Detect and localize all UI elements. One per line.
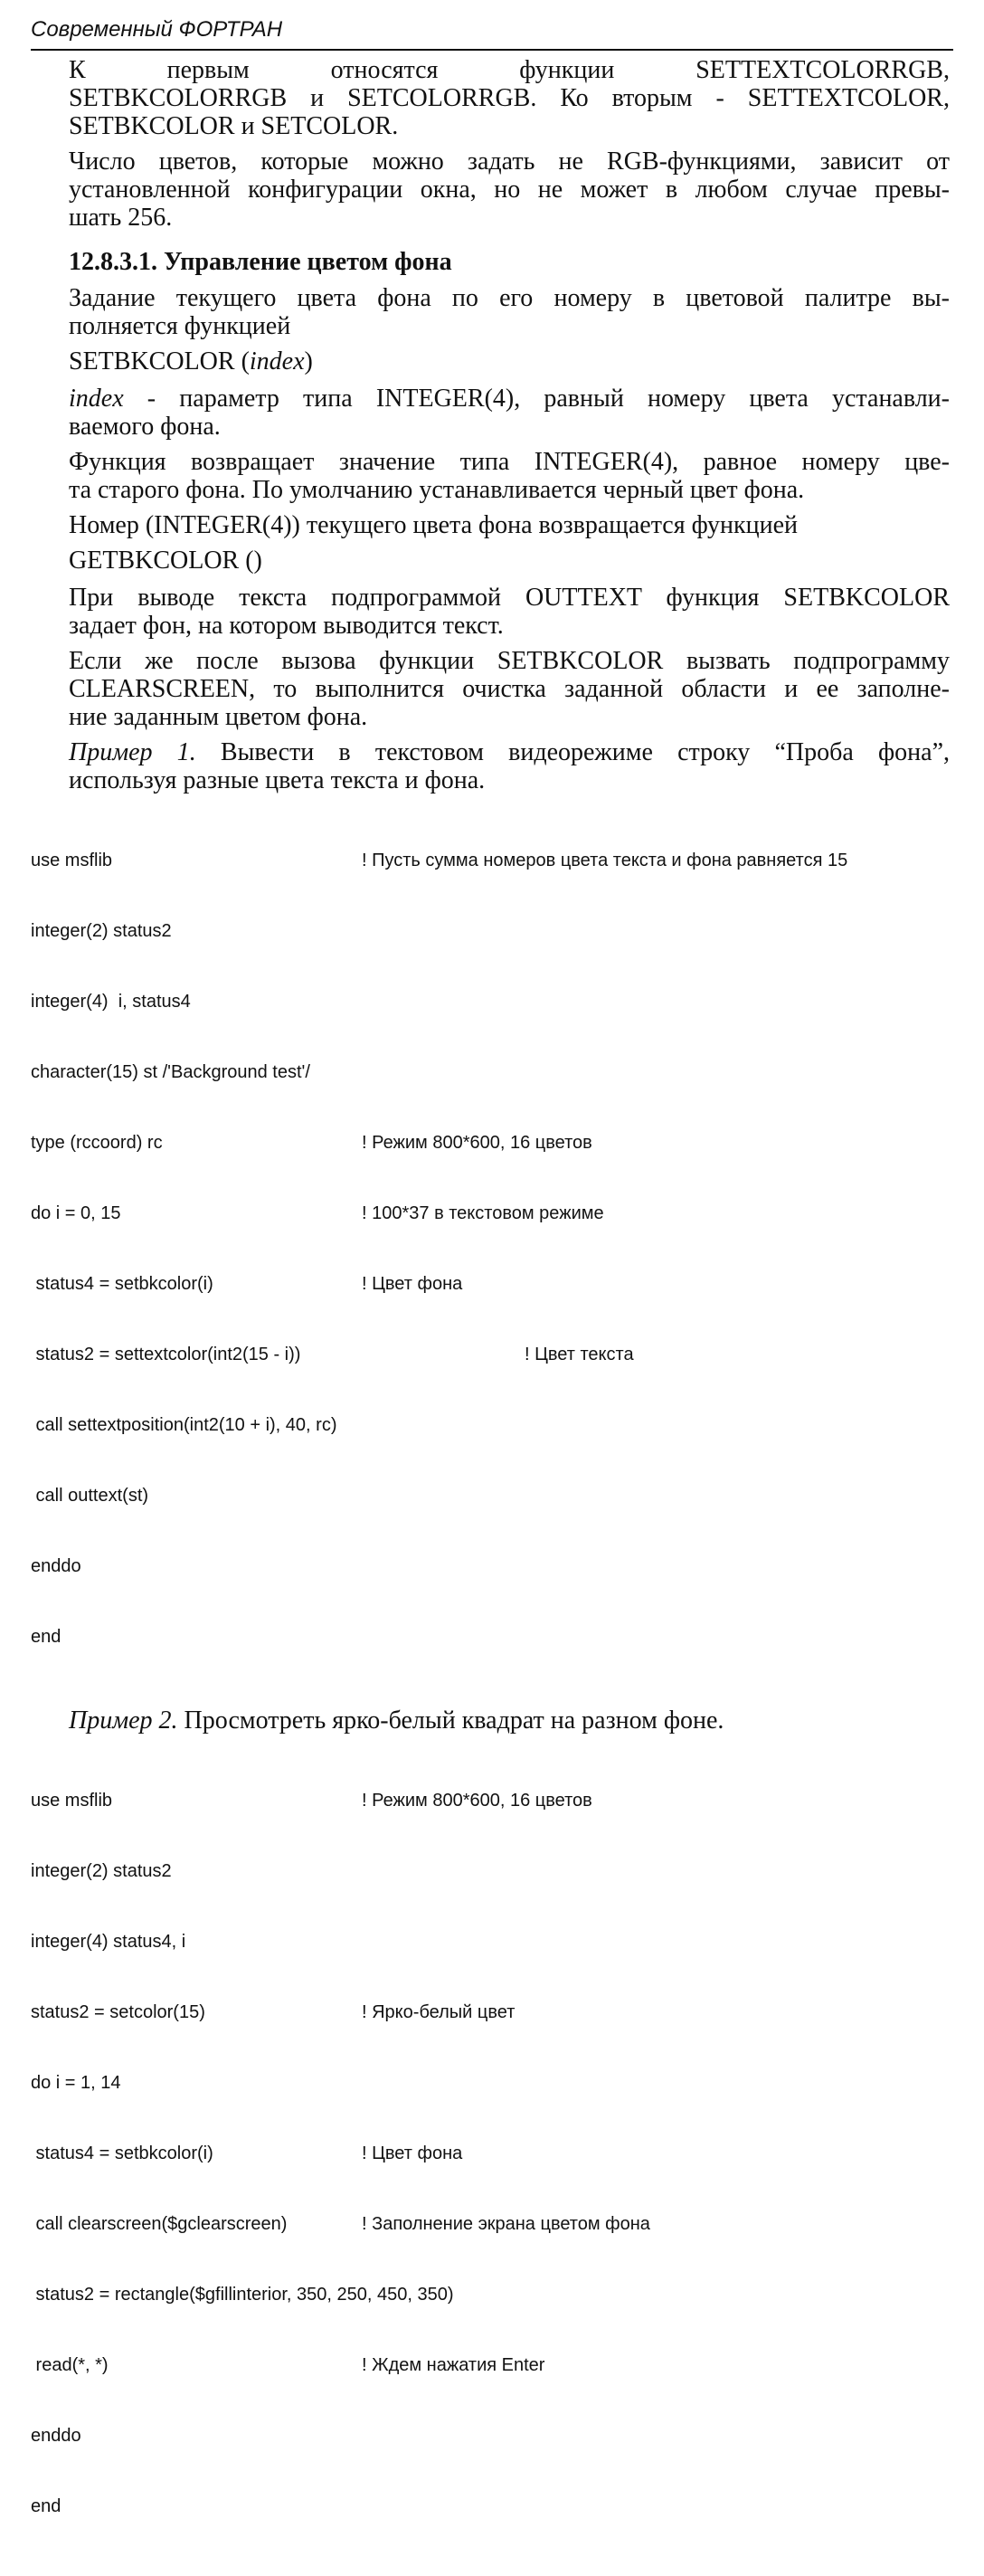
- code-comment: ! Цвет текста: [525, 1345, 634, 1364]
- code-line: [31, 1413, 950, 1437]
- paragraph-clearscreen: [31, 647, 950, 731]
- code-text: use msflib: [31, 1791, 113, 1811]
- code-line: [31, 2001, 950, 2024]
- text-line: CLEARSCREEN, то выполнится очистка заданной области и ее заполне-: [69, 675, 950, 703]
- paragraph-current-color: [31, 511, 950, 539]
- code-comment: ! Режим 800*600, 16 цветов: [362, 1133, 592, 1153]
- code-line: [31, 2212, 950, 2236]
- paragraph-index-param: [31, 385, 950, 441]
- code-text: end: [31, 2496, 62, 2516]
- code-comment: ! Заполнение экрана цветом фона: [362, 2214, 650, 2234]
- code-text: status2 = rectangle($gfillinterior, 350, 250, 450, 350): [31, 2285, 454, 2305]
- running-header: [31, 16, 953, 51]
- code-text: integer(4) status4, i: [31, 1932, 186, 1952]
- code-listing-example-1: [31, 802, 950, 1696]
- code-text: status4 = setbkcolor(i): [31, 1274, 213, 1294]
- example-label: Пример 2.: [69, 1706, 178, 1735]
- code-comment: ! Ждем нажатия Enter: [362, 2355, 545, 2375]
- code-text: call clearscreen($gclearscreen): [31, 2214, 288, 2234]
- param-term: index: [69, 385, 124, 413]
- code-line: [31, 1484, 950, 1507]
- param-description: - параметр типа INTEGER(4), равный номеру цвета устанавли-: [123, 385, 950, 413]
- code-text: integer(2) status2: [31, 1861, 172, 1881]
- code-line: [31, 2142, 950, 2165]
- code-line: [31, 1625, 950, 1649]
- text-line: Функция возвращает значение типа INTEGER(4), равное номеру цве-: [69, 448, 950, 476]
- code-line: [31, 1789, 950, 1812]
- text-line: [31, 385, 950, 413]
- code-text: status4 = setbkcolor(i): [31, 2143, 213, 2163]
- example-1-intro: [31, 738, 950, 794]
- code-text: do i = 1, 14: [31, 2073, 121, 2093]
- page-body: [31, 56, 950, 2576]
- example-description: Вывести в текстовом видеорежиме строку “Проба фона”,: [195, 738, 950, 766]
- code-line: [31, 1202, 950, 1225]
- code-line: [31, 1554, 950, 1578]
- formula-close: ): [304, 347, 313, 375]
- code-line: [31, 919, 950, 943]
- text-line: установленной конфигурации окна, но не может в любом случае превы-: [69, 176, 950, 204]
- text-line: Число цветов, которые можно задать не RGB-функциями, зависит от: [69, 147, 950, 176]
- code-text: call outtext(st): [31, 1486, 149, 1506]
- code-line: [31, 1060, 950, 1084]
- code-comment: ! 100*37 в текстовом режиме: [362, 1203, 604, 1223]
- paragraph-function-groups: [31, 56, 950, 140]
- code-line: [31, 2353, 950, 2377]
- code-comment: ! Режим 800*600, 16 цветов: [362, 1791, 592, 1811]
- running-header-title: Современный ФОРТРАН: [31, 17, 283, 42]
- code-text: use msflib: [31, 851, 113, 870]
- text-line: Задание текущего цвета фона по его номеру в цветовой палитре вы-: [69, 284, 950, 312]
- code-comment: ! Цвет фона: [362, 2143, 463, 2163]
- section-heading: 12.8.3.1. Управление цветом фона: [69, 248, 452, 276]
- code-text: do i = 0, 15: [31, 1203, 121, 1223]
- code-text: character(15) st /'Background test'/: [31, 1062, 310, 1082]
- code-line: [31, 1859, 950, 1883]
- text-line: При выводе текста подпрограммой OUTTEXT функция SETBKCOLOR: [69, 584, 950, 612]
- code-line: [31, 849, 950, 872]
- text-line: ние заданным цветом фона.: [69, 703, 368, 731]
- code-text: call settextposition(int2(10 + i), 40, rc): [31, 1415, 337, 1435]
- code-line: [31, 1131, 950, 1155]
- formula-argument: index: [249, 347, 305, 375]
- code-line: [31, 2283, 950, 2306]
- formula-setbkcolor: [69, 347, 950, 376]
- code-comment: ! Ярко-белый цвет: [362, 2002, 516, 2022]
- example-2-intro: [31, 1706, 950, 1735]
- paragraph-set-background: [31, 284, 950, 340]
- paragraph-return-value: [31, 448, 950, 504]
- text-line: используя разные цвета текста и фона.: [69, 766, 486, 794]
- code-line: [31, 1930, 950, 1953]
- code-text: read(*, *): [31, 2355, 109, 2375]
- text-line: ваемого фона.: [69, 413, 221, 441]
- formula-name: SETBKCOLOR (: [69, 347, 250, 375]
- code-line: [31, 990, 950, 1013]
- code-line: [31, 1272, 950, 1296]
- text-line: Если же после вызова функции SETBKCOLOR вызвать подпрограмму: [69, 647, 950, 675]
- paragraph-outtext: [31, 584, 950, 640]
- code-line: [31, 1343, 950, 1366]
- paragraph-color-count: [31, 147, 950, 232]
- code-text: end: [31, 1627, 62, 1647]
- code-text: status2 = setcolor(15): [31, 2002, 205, 2022]
- text-line: SETBKCOLOR и SETCOLOR.: [69, 112, 399, 140]
- code-line: [31, 2495, 950, 2518]
- example-description: Просмотреть ярко-белый квадрат на разном фоне.: [177, 1706, 724, 1735]
- code-text: enddo: [31, 1556, 81, 1576]
- text-line: [31, 1706, 950, 1735]
- text-line: шать 256.: [69, 204, 173, 232]
- code-text: integer(2) status2: [31, 921, 172, 941]
- code-text: type (rccoord) rc: [31, 1133, 163, 1153]
- text-line: К первым относятся функции SETTEXTCOLORRGB,: [69, 56, 950, 84]
- example-label: Пример 1.: [69, 738, 196, 766]
- code-line: [31, 2424, 950, 2448]
- formula-getbkcolor: GETBKCOLOR (): [69, 547, 262, 575]
- code-text: integer(4) i, status4: [31, 992, 191, 1012]
- code-comment: ! Пусть сумма номеров цвета текста и фона равняется 15: [362, 851, 848, 870]
- text-line: задает фон, на котором выводится текст.: [69, 612, 504, 640]
- text-line: SETBKCOLORRGB и SETCOLORRGB. Ко вторым - SETTEXTCOLOR,: [69, 84, 950, 112]
- code-line: [31, 2071, 950, 2095]
- text-line: полняется функцией: [69, 312, 291, 340]
- code-listing-example-2: [31, 1742, 950, 2565]
- code-text: enddo: [31, 2426, 81, 2446]
- text-line: та старого фона. По умолчанию устанавливается черный цвет фона.: [69, 476, 805, 504]
- code-text: status2 = settextcolor(int2(15 - i)): [31, 1345, 301, 1364]
- text-line: [31, 738, 950, 766]
- text-line: Номер (INTEGER(4)) текущего цвета фона возвращается функцией: [69, 511, 799, 539]
- code-comment: ! Цвет фона: [362, 1274, 463, 1294]
